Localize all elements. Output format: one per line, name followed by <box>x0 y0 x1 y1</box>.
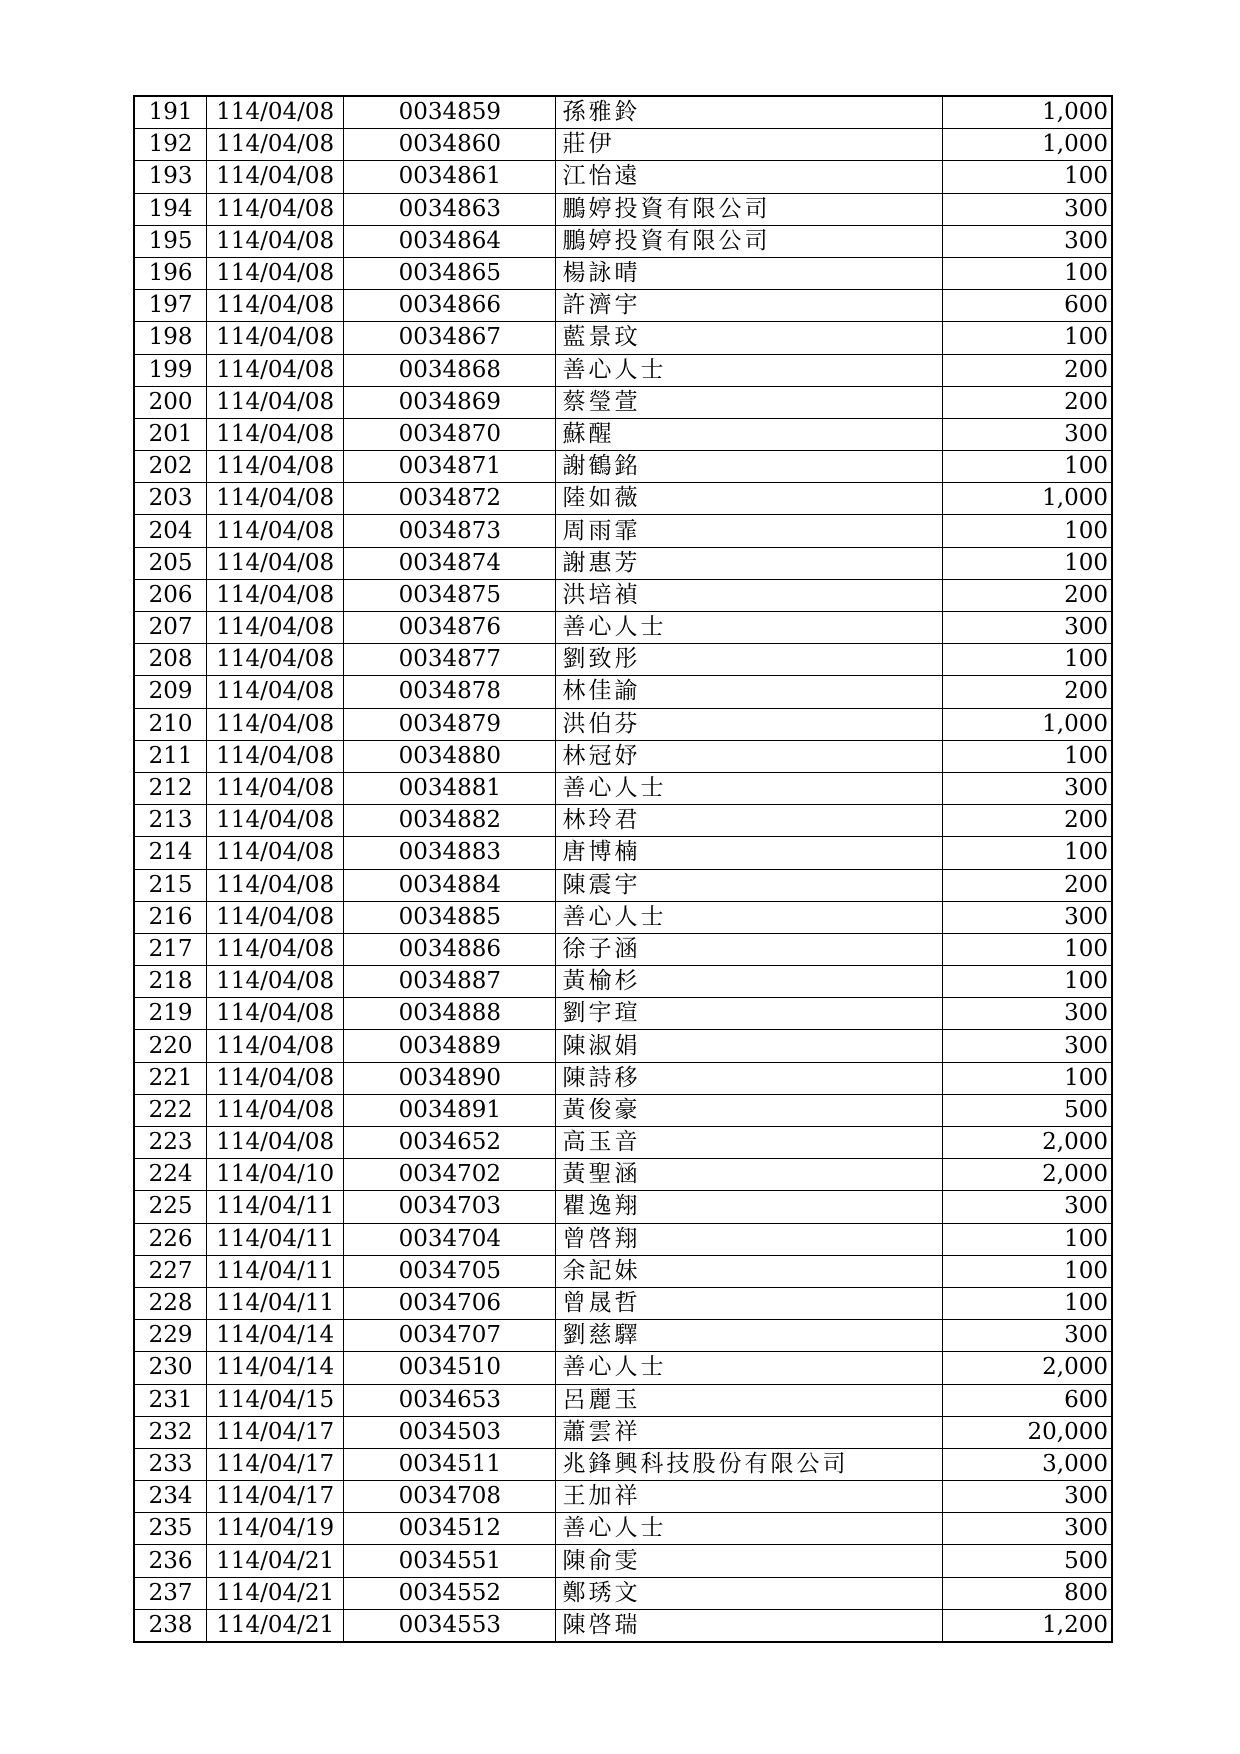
donor-name-cell: 鄭琇文 <box>556 1577 943 1609</box>
table-row <box>134 1513 1112 1545</box>
table-row <box>134 418 1112 450</box>
donor-name-cell: 陳啓瑞 <box>556 1609 943 1642</box>
date-cell: 114/04/08 <box>207 386 344 418</box>
row-number-cell: 238 <box>134 1609 207 1642</box>
date-cell: 114/04/08 <box>207 322 344 354</box>
row-number-cell: 199 <box>134 354 207 386</box>
amount-cell: 200 <box>943 386 1112 418</box>
receipt-number-cell: 0034708 <box>344 1481 556 1513</box>
donation-table <box>133 95 1113 1643</box>
date-cell: 114/04/08 <box>207 933 344 965</box>
row-number-cell: 203 <box>134 483 207 515</box>
amount-cell: 500 <box>943 1094 1112 1126</box>
receipt-number-cell: 0034891 <box>344 1094 556 1126</box>
date-cell: 114/04/08 <box>207 966 344 998</box>
donor-name-cell: 呂麗玉 <box>556 1384 943 1416</box>
receipt-number-cell: 0034882 <box>344 805 556 837</box>
amount-cell: 1,200 <box>943 1609 1112 1642</box>
receipt-number-cell: 0034874 <box>344 547 556 579</box>
table-row <box>134 901 1112 933</box>
donor-name-cell: 許濟宇 <box>556 290 943 322</box>
row-number-cell: 215 <box>134 869 207 901</box>
donor-name-cell: 徐子涵 <box>556 933 943 965</box>
receipt-number-cell: 0034702 <box>344 1159 556 1191</box>
row-number-cell: 207 <box>134 612 207 644</box>
donor-name-cell: 江怡遠 <box>556 161 943 193</box>
date-cell: 114/04/08 <box>207 579 344 611</box>
date-cell: 114/04/08 <box>207 1030 344 1062</box>
date-cell: 114/04/08 <box>207 225 344 257</box>
donor-name-cell: 洪伯芬 <box>556 708 943 740</box>
receipt-number-cell: 0034503 <box>344 1416 556 1448</box>
amount-cell: 100 <box>943 515 1112 547</box>
receipt-number-cell: 0034873 <box>344 515 556 547</box>
amount-cell: 200 <box>943 869 1112 901</box>
row-number-cell: 221 <box>134 1062 207 1094</box>
table-row <box>134 805 1112 837</box>
receipt-number-cell: 0034887 <box>344 966 556 998</box>
donation-table-body <box>134 96 1112 1642</box>
date-cell: 114/04/08 <box>207 708 344 740</box>
row-number-cell: 194 <box>134 193 207 225</box>
donor-name-cell: 謝惠芳 <box>556 547 943 579</box>
row-number-cell: 225 <box>134 1191 207 1223</box>
receipt-number-cell: 0034868 <box>344 354 556 386</box>
row-number-cell: 227 <box>134 1255 207 1287</box>
row-number-cell: 218 <box>134 966 207 998</box>
date-cell: 114/04/08 <box>207 901 344 933</box>
donor-name-cell: 鵬婷投資有限公司 <box>556 225 943 257</box>
donor-name-cell: 陳震宇 <box>556 869 943 901</box>
donor-name-cell: 黃俊豪 <box>556 1094 943 1126</box>
row-number-cell: 230 <box>134 1352 207 1384</box>
donor-name-cell: 善心人士 <box>556 901 943 933</box>
receipt-number-cell: 0034879 <box>344 708 556 740</box>
table-row <box>134 1384 1112 1416</box>
date-cell: 114/04/08 <box>207 740 344 772</box>
receipt-number-cell: 0034860 <box>344 129 556 161</box>
donor-name-cell: 蘇醒 <box>556 418 943 450</box>
table-row <box>134 1448 1112 1480</box>
row-number-cell: 237 <box>134 1577 207 1609</box>
donor-name-cell: 余記妹 <box>556 1255 943 1287</box>
row-number-cell: 234 <box>134 1481 207 1513</box>
receipt-number-cell: 0034884 <box>344 869 556 901</box>
table-row <box>134 933 1112 965</box>
receipt-number-cell: 0034511 <box>344 1448 556 1480</box>
date-cell: 114/04/08 <box>207 644 344 676</box>
donor-name-cell: 善心人士 <box>556 772 943 804</box>
amount-cell: 100 <box>943 451 1112 483</box>
donor-name-cell: 善心人士 <box>556 354 943 386</box>
date-cell: 114/04/08 <box>207 193 344 225</box>
row-number-cell: 228 <box>134 1287 207 1319</box>
amount-cell: 1,000 <box>943 96 1112 129</box>
amount-cell: 100 <box>943 1062 1112 1094</box>
donor-name-cell: 藍景玟 <box>556 322 943 354</box>
row-number-cell: 202 <box>134 451 207 483</box>
receipt-number-cell: 0034865 <box>344 257 556 289</box>
donor-name-cell: 林玲君 <box>556 805 943 837</box>
row-number-cell: 196 <box>134 257 207 289</box>
table-row <box>134 1545 1112 1577</box>
table-row <box>134 1062 1112 1094</box>
amount-cell: 100 <box>943 1287 1112 1319</box>
row-number-cell: 216 <box>134 901 207 933</box>
date-cell: 114/04/11 <box>207 1255 344 1287</box>
table-row <box>134 708 1112 740</box>
table-row <box>134 225 1112 257</box>
table-row <box>134 193 1112 225</box>
donor-name-cell: 蕭雲祥 <box>556 1416 943 1448</box>
date-cell: 114/04/21 <box>207 1577 344 1609</box>
row-number-cell: 197 <box>134 290 207 322</box>
receipt-number-cell: 0034871 <box>344 451 556 483</box>
amount-cell: 2,000 <box>943 1159 1112 1191</box>
amount-cell: 300 <box>943 1320 1112 1352</box>
table-row <box>134 1416 1112 1448</box>
date-cell: 114/04/08 <box>207 805 344 837</box>
table-row <box>134 869 1112 901</box>
row-number-cell: 224 <box>134 1159 207 1191</box>
row-number-cell: 232 <box>134 1416 207 1448</box>
amount-cell: 20,000 <box>943 1416 1112 1448</box>
amount-cell: 300 <box>943 418 1112 450</box>
receipt-number-cell: 0034885 <box>344 901 556 933</box>
amount-cell: 300 <box>943 901 1112 933</box>
date-cell: 114/04/10 <box>207 1159 344 1191</box>
table-row <box>134 386 1112 418</box>
donor-name-cell: 劉慈驛 <box>556 1320 943 1352</box>
table-row <box>134 547 1112 579</box>
amount-cell: 100 <box>943 322 1112 354</box>
date-cell: 114/04/15 <box>207 1384 344 1416</box>
receipt-number-cell: 0034872 <box>344 483 556 515</box>
donor-name-cell: 兆鋒興科技股份有限公司 <box>556 1448 943 1480</box>
date-cell: 114/04/17 <box>207 1481 344 1513</box>
amount-cell: 300 <box>943 1191 1112 1223</box>
donor-name-cell: 善心人士 <box>556 1352 943 1384</box>
date-cell: 114/04/14 <box>207 1352 344 1384</box>
donor-name-cell: 高玉音 <box>556 1127 943 1159</box>
date-cell: 114/04/08 <box>207 451 344 483</box>
date-cell: 114/04/08 <box>207 676 344 708</box>
table-row <box>134 966 1112 998</box>
table-row <box>134 612 1112 644</box>
row-number-cell: 191 <box>134 96 207 129</box>
donor-name-cell: 林冠妤 <box>556 740 943 772</box>
donor-name-cell: 孫雅鈴 <box>556 96 943 129</box>
table-row <box>134 322 1112 354</box>
amount-cell: 2,000 <box>943 1127 1112 1159</box>
table-row <box>134 161 1112 193</box>
table-row <box>134 740 1112 772</box>
date-cell: 114/04/11 <box>207 1223 344 1255</box>
amount-cell: 100 <box>943 1255 1112 1287</box>
row-number-cell: 192 <box>134 129 207 161</box>
row-number-cell: 231 <box>134 1384 207 1416</box>
table-row <box>134 515 1112 547</box>
date-cell: 114/04/08 <box>207 1094 344 1126</box>
receipt-number-cell: 0034551 <box>344 1545 556 1577</box>
donor-name-cell: 黃聖涵 <box>556 1159 943 1191</box>
donor-name-cell: 曾晟哲 <box>556 1287 943 1319</box>
receipt-number-cell: 0034881 <box>344 772 556 804</box>
amount-cell: 100 <box>943 161 1112 193</box>
row-number-cell: 208 <box>134 644 207 676</box>
table-row <box>134 1481 1112 1513</box>
donor-name-cell: 陸如薇 <box>556 483 943 515</box>
date-cell: 114/04/11 <box>207 1287 344 1319</box>
row-number-cell: 214 <box>134 837 207 869</box>
table-row <box>134 1352 1112 1384</box>
amount-cell: 300 <box>943 1513 1112 1545</box>
receipt-number-cell: 0034876 <box>344 612 556 644</box>
row-number-cell: 220 <box>134 1030 207 1062</box>
date-cell: 114/04/08 <box>207 96 344 129</box>
row-number-cell: 226 <box>134 1223 207 1255</box>
table-row <box>134 290 1112 322</box>
receipt-number-cell: 0034706 <box>344 1287 556 1319</box>
receipt-number-cell: 0034880 <box>344 740 556 772</box>
donor-name-cell: 蔡瑩萱 <box>556 386 943 418</box>
table-row <box>134 1159 1112 1191</box>
row-number-cell: 236 <box>134 1545 207 1577</box>
date-cell: 114/04/08 <box>207 161 344 193</box>
row-number-cell: 223 <box>134 1127 207 1159</box>
date-cell: 114/04/19 <box>207 1513 344 1545</box>
amount-cell: 1,000 <box>943 708 1112 740</box>
table-row <box>134 1255 1112 1287</box>
receipt-number-cell: 0034869 <box>344 386 556 418</box>
receipt-number-cell: 0034861 <box>344 161 556 193</box>
date-cell: 114/04/08 <box>207 998 344 1030</box>
donor-name-cell: 林佳諭 <box>556 676 943 708</box>
row-number-cell: 209 <box>134 676 207 708</box>
donor-name-cell: 陳淑娟 <box>556 1030 943 1062</box>
table-row <box>134 998 1112 1030</box>
receipt-number-cell: 0034652 <box>344 1127 556 1159</box>
receipt-number-cell: 0034875 <box>344 579 556 611</box>
date-cell: 114/04/11 <box>207 1191 344 1223</box>
donor-name-cell: 楊詠晴 <box>556 257 943 289</box>
amount-cell: 300 <box>943 612 1112 644</box>
date-cell: 114/04/08 <box>207 418 344 450</box>
row-number-cell: 205 <box>134 547 207 579</box>
table-row <box>134 1030 1112 1062</box>
date-cell: 114/04/08 <box>207 483 344 515</box>
table-row <box>134 1127 1112 1159</box>
receipt-number-cell: 0034553 <box>344 1609 556 1642</box>
receipt-number-cell: 0034864 <box>344 225 556 257</box>
receipt-number-cell: 0034878 <box>344 676 556 708</box>
row-number-cell: 217 <box>134 933 207 965</box>
donor-name-cell: 陳俞雯 <box>556 1545 943 1577</box>
date-cell: 114/04/08 <box>207 869 344 901</box>
amount-cell: 100 <box>943 966 1112 998</box>
amount-cell: 3,000 <box>943 1448 1112 1480</box>
amount-cell: 800 <box>943 1577 1112 1609</box>
row-number-cell: 204 <box>134 515 207 547</box>
amount-cell: 200 <box>943 805 1112 837</box>
row-number-cell: 222 <box>134 1094 207 1126</box>
table-row <box>134 772 1112 804</box>
amount-cell: 2,000 <box>943 1352 1112 1384</box>
table-row <box>134 837 1112 869</box>
receipt-number-cell: 0034877 <box>344 644 556 676</box>
amount-cell: 1,000 <box>943 483 1112 515</box>
table-row <box>134 1094 1112 1126</box>
date-cell: 114/04/21 <box>207 1545 344 1577</box>
donor-name-cell: 劉致彤 <box>556 644 943 676</box>
row-number-cell: 212 <box>134 772 207 804</box>
donor-name-cell: 善心人士 <box>556 1513 943 1545</box>
date-cell: 114/04/14 <box>207 1320 344 1352</box>
date-cell: 114/04/21 <box>207 1609 344 1642</box>
amount-cell: 600 <box>943 1384 1112 1416</box>
table-row <box>134 1191 1112 1223</box>
amount-cell: 100 <box>943 933 1112 965</box>
receipt-number-cell: 0034888 <box>344 998 556 1030</box>
table-row <box>134 483 1112 515</box>
row-number-cell: 198 <box>134 322 207 354</box>
row-number-cell: 229 <box>134 1320 207 1352</box>
table-row <box>134 1609 1112 1642</box>
amount-cell: 300 <box>943 193 1112 225</box>
row-number-cell: 200 <box>134 386 207 418</box>
date-cell: 114/04/08 <box>207 515 344 547</box>
table-row <box>134 354 1112 386</box>
donor-name-cell: 謝鶴銘 <box>556 451 943 483</box>
amount-cell: 100 <box>943 837 1112 869</box>
row-number-cell: 195 <box>134 225 207 257</box>
amount-cell: 200 <box>943 579 1112 611</box>
date-cell: 114/04/17 <box>207 1448 344 1480</box>
receipt-number-cell: 0034870 <box>344 418 556 450</box>
amount-cell: 300 <box>943 225 1112 257</box>
table-row <box>134 1223 1112 1255</box>
amount-cell: 300 <box>943 1481 1112 1513</box>
receipt-number-cell: 0034859 <box>344 96 556 129</box>
date-cell: 114/04/08 <box>207 1062 344 1094</box>
amount-cell: 600 <box>943 290 1112 322</box>
amount-cell: 200 <box>943 354 1112 386</box>
row-number-cell: 201 <box>134 418 207 450</box>
row-number-cell: 233 <box>134 1448 207 1480</box>
date-cell: 114/04/08 <box>207 257 344 289</box>
table-row <box>134 676 1112 708</box>
date-cell: 114/04/08 <box>207 772 344 804</box>
receipt-number-cell: 0034867 <box>344 322 556 354</box>
date-cell: 114/04/08 <box>207 290 344 322</box>
receipt-number-cell: 0034653 <box>344 1384 556 1416</box>
table-row <box>134 1287 1112 1319</box>
date-cell: 114/04/08 <box>207 547 344 579</box>
receipt-number-cell: 0034510 <box>344 1352 556 1384</box>
amount-cell: 100 <box>943 1223 1112 1255</box>
table-row <box>134 129 1112 161</box>
row-number-cell: 219 <box>134 998 207 1030</box>
receipt-number-cell: 0034512 <box>344 1513 556 1545</box>
date-cell: 114/04/08 <box>207 1127 344 1159</box>
table-row <box>134 257 1112 289</box>
receipt-number-cell: 0034866 <box>344 290 556 322</box>
amount-cell: 100 <box>943 547 1112 579</box>
donor-name-cell: 王加祥 <box>556 1481 943 1513</box>
row-number-cell: 193 <box>134 161 207 193</box>
table-row <box>134 644 1112 676</box>
date-cell: 114/04/08 <box>207 129 344 161</box>
amount-cell: 100 <box>943 644 1112 676</box>
date-cell: 114/04/17 <box>207 1416 344 1448</box>
amount-cell: 300 <box>943 998 1112 1030</box>
amount-cell: 1,000 <box>943 129 1112 161</box>
table-row <box>134 1320 1112 1352</box>
receipt-number-cell: 0034886 <box>344 933 556 965</box>
table-row <box>134 96 1112 129</box>
receipt-number-cell: 0034703 <box>344 1191 556 1223</box>
amount-cell: 300 <box>943 1030 1112 1062</box>
donor-name-cell: 莊伊 <box>556 129 943 161</box>
donor-name-cell: 陳詩移 <box>556 1062 943 1094</box>
receipt-number-cell: 0034705 <box>344 1255 556 1287</box>
row-number-cell: 235 <box>134 1513 207 1545</box>
receipt-number-cell: 0034889 <box>344 1030 556 1062</box>
donor-name-cell: 劉宇瑄 <box>556 998 943 1030</box>
receipt-number-cell: 0034890 <box>344 1062 556 1094</box>
receipt-number-cell: 0034863 <box>344 193 556 225</box>
row-number-cell: 211 <box>134 740 207 772</box>
amount-cell: 100 <box>943 257 1112 289</box>
donor-name-cell: 洪培禎 <box>556 579 943 611</box>
receipt-number-cell: 0034883 <box>344 837 556 869</box>
table-row <box>134 579 1112 611</box>
donor-name-cell: 黃榆杉 <box>556 966 943 998</box>
amount-cell: 500 <box>943 1545 1112 1577</box>
date-cell: 114/04/08 <box>207 612 344 644</box>
donor-name-cell: 唐博楠 <box>556 837 943 869</box>
donor-name-cell: 周雨霏 <box>556 515 943 547</box>
donor-name-cell: 瞿逸翔 <box>556 1191 943 1223</box>
amount-cell: 200 <box>943 676 1112 708</box>
table-row <box>134 451 1112 483</box>
amount-cell: 300 <box>943 772 1112 804</box>
donor-name-cell: 鵬婷投資有限公司 <box>556 193 943 225</box>
date-cell: 114/04/08 <box>207 354 344 386</box>
receipt-number-cell: 0034704 <box>344 1223 556 1255</box>
amount-cell: 100 <box>943 740 1112 772</box>
receipt-number-cell: 0034552 <box>344 1577 556 1609</box>
date-cell: 114/04/08 <box>207 837 344 869</box>
receipt-number-cell: 0034707 <box>344 1320 556 1352</box>
table-row <box>134 1577 1112 1609</box>
row-number-cell: 210 <box>134 708 207 740</box>
donor-name-cell: 善心人士 <box>556 612 943 644</box>
row-number-cell: 213 <box>134 805 207 837</box>
donor-name-cell: 曾啓翔 <box>556 1223 943 1255</box>
row-number-cell: 206 <box>134 579 207 611</box>
